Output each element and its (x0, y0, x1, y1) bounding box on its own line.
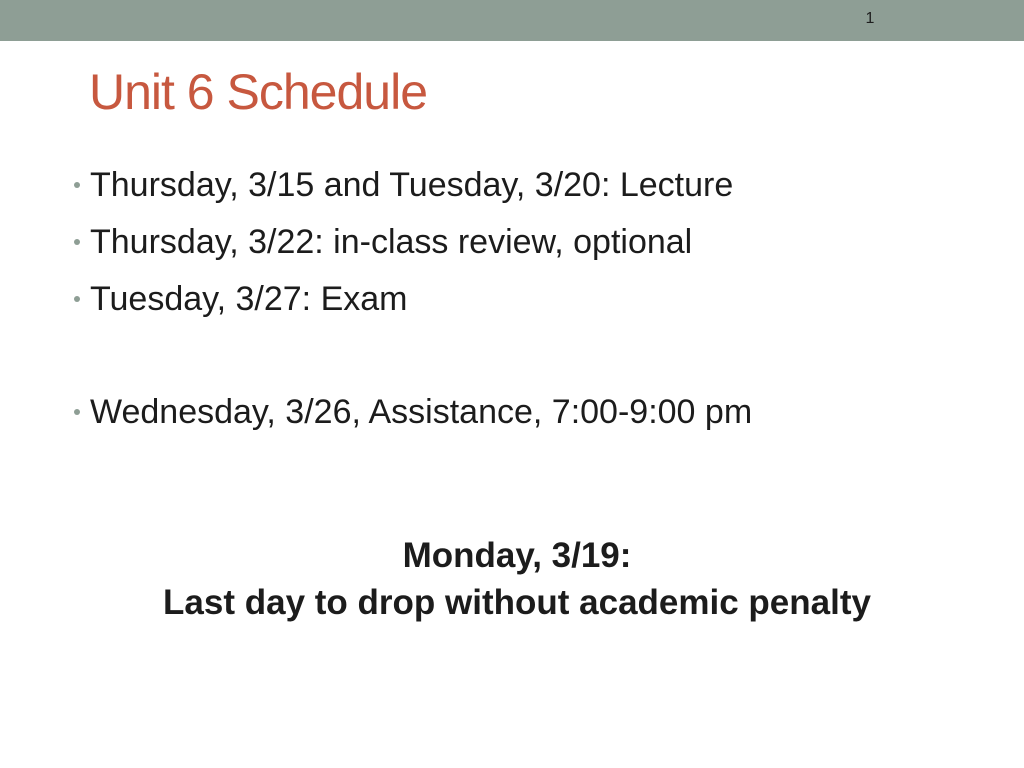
bullet-icon (74, 296, 80, 302)
bullet-item-lecture (72, 164, 733, 206)
bullet-icon (74, 182, 80, 188)
bullet-text: Wednesday, 3/26, Assistance, 7:00-9:00 pm (90, 392, 753, 431)
bullet-icon (74, 409, 80, 415)
callout-date: Monday, 3/19: (402, 536, 632, 575)
bullet-text: Thursday, 3/22: in-class review, optional (90, 222, 693, 261)
callout-message: Last day to drop without academic penalty (163, 583, 871, 622)
bullet-icon (74, 239, 80, 245)
bullet-item-assistance (72, 391, 752, 433)
slide-title: Unit 6 Schedule (89, 64, 428, 120)
bullet-item-exam (72, 278, 408, 320)
drop-deadline-callout (0, 532, 1024, 626)
bullet-text: Thursday, 3/15 and Tuesday, 3/20: Lecture (90, 165, 734, 204)
bullet-item-review (72, 221, 692, 263)
slide-number: 1 (865, 10, 875, 27)
bullet-text: Tuesday, 3/27: Exam (90, 279, 408, 318)
